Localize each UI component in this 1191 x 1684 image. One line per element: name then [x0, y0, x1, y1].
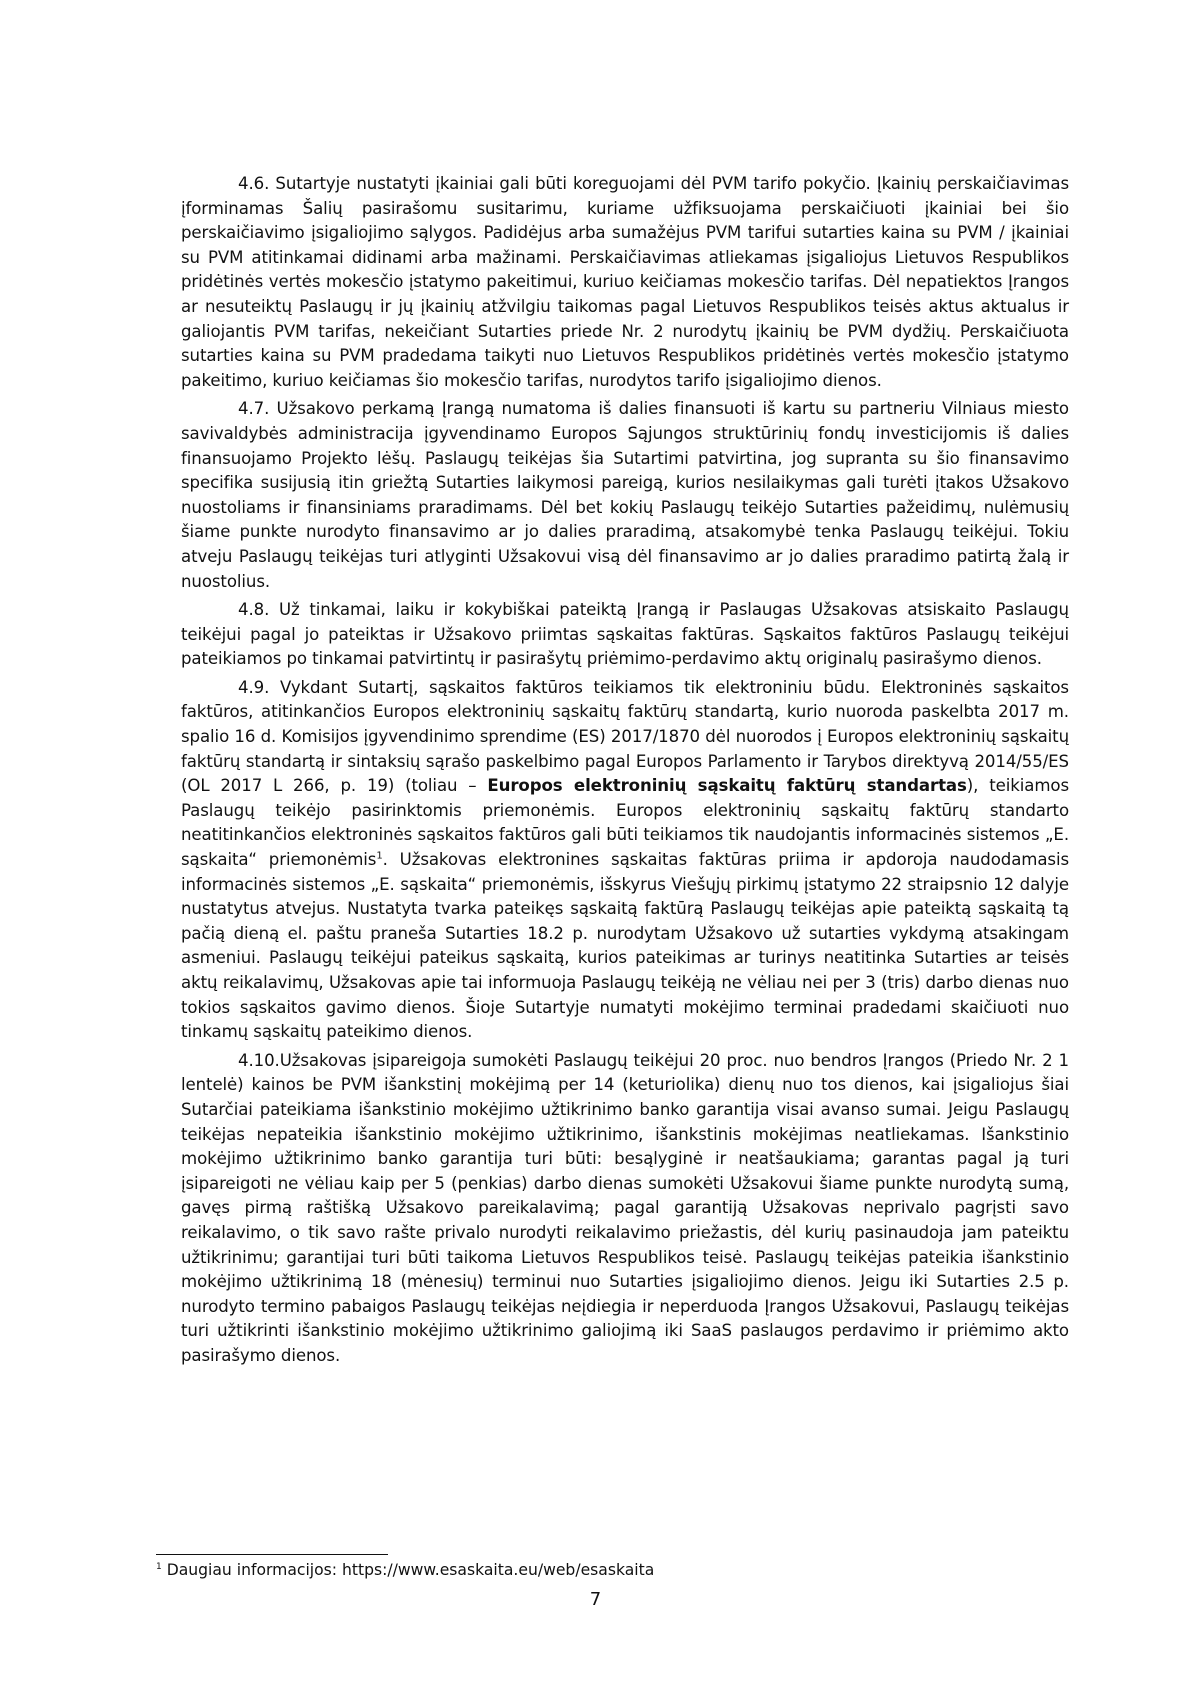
paragraph-number: 4.8.	[238, 600, 270, 620]
paragraph-4-6	[181, 172, 1069, 393]
footnote-reference[interactable]: 1	[376, 850, 383, 862]
paragraph-text: Sutartyje nustatyti įkainiai gali būti koreguojami dėl PVM tarifo pokyčio. Įkainių perskaičiavimas įforminamas Šalių pasirašomu susitarimu, kuriame užfiksuojama perskaičiuoti įkainiai bei šio perskaičiavimo įsigaliojimo sąlygos. Padidėjus arba sumažėjus PVM tarifui sutarties kaina su PVM / įkainiai su PVM atitinkamai didinami arba mažinami. Perskaičiavimas atliekamas įsigaliojus Lietuvos Respublikos pridėtinės vertės mokesčio įstatymo pakeitimui, kuriuo keičiamas mokesčio tarifas. Dėl nepatiektos Įrangos ar nesuteiktų Paslaugų ir jų įkainių atžvilgiu taikomas pagal Lietuvos Respublikos teisės aktus aktualus ir galiojantis PVM tarifas, nekeičiant Sutarties priede Nr. 2 nurodytų įkainių be PVM dydžių. Perskaičiuota sutarties kaina su PVM pradedama taikyti nuo Lietuvos Respublikos pridėtinės vertės mokesčio įstatymo pakeitimo, kuriuo keičiamas šio mokesčio tarifas, nurodytos tarifo įsigaliojimo dienos.	[181, 174, 1069, 390]
paragraph-number: 4.6.	[238, 174, 270, 193]
page-number: 7	[589, 1589, 602, 1610]
paragraph-text: . Užsakovas elektronines sąskaitas faktūras priima ir apdoroja naudodamasis informacinės sistemos „E. sąskaita“ priemonėmis, išskyrus Viešųjų pirkimų įstatymo 22 straipsnio 12 dalyje nustatytus atvejus. Nustatyta tvarka pateikęs sąskaitą faktūrą Paslaugų teikėjas apie pateiktą sąskaitą tą pačią dieną el. paštu praneša Sutarties 18.2 p. nurodytam Užsakovo už sutarties vykdymą atsakingam asmeniui. Paslaugų teikėjui pateikus sąskaitą, kurios pateikimas ar turinys neatitinka Sutarties ar teisės aktų reikalavimų, Užsakovas apie tai informuoja Paslaugų teikėją ne vėliau nei per 3 (tris) darbo dienas nuo tokios sąskaitos gavimo dienos. Šioje Sutartyje numatyti mokėjimo terminai pradedami skaičiuoti nuo tinkamų sąskaitų pateikimo dienos.	[181, 850, 1070, 1042]
paragraph-4-7	[181, 397, 1069, 594]
paragraph-text: Vykdant Sutartį, sąskaitos faktūros teikiamos tik elektroniniu būdu. Elektroninės sąskaitos faktūros, atitinkančios Europos elektroninių sąskaitų faktūrų standartą, kurio nuoroda paskelbta 2017 m. spalio 16 d. Komisijos įgyvendinimo sprendime (ES) 2017/1870 dėl nuorodos į Europos elektroninių sąskaitų faktūrų standartą ir sintaksių sąrašo paskelbimo pagal Europos Parlamento ir Tarybos direktyvą 2014/55/ES (OL 2017 L 266, p. 19) (toliau –	[181, 677, 1069, 796]
paragraph-4-10	[181, 1049, 1069, 1369]
paragraph-text: Užsakovo perkamą Įrangą numatoma iš dalies finansuoti iš kartu su partneriu Vilniaus miesto savivaldybės administracija įgyvendinamo Europos Sąjungos struktūrinių fondų investicijomis iš dalies finansuojamo Projekto lėšų. Paslaugų teikėjas šia Sutartimi patvirtina, jog supranta su šio finansavimo specifika susijusią itin griežtą Sutarties laikymosi pareigą, kurios nesilaikymas gali turėti įtakos Užsakovo nuostoliams ir finansiniams praradimams. Dėl bet kokių Paslaugų teikėjo Sutarties pažeidimų, nulėmusių šiame punkte nurodyto finansavimo ar jo dalies praradimą, atsakomybė tenka Paslaugų teikėjui. Tokiu atveju Paslaugų teikėjas turi atlyginti Užsakovui visą dėl finansavimo ar jo dalies praradimo patirtą žalą ir nuostolius.	[181, 399, 1069, 591]
paragraph-number: 4.9.	[238, 677, 270, 697]
footnote-divider	[156, 1554, 388, 1555]
footnote-text: Daugiau informacijos: https://www.esaskaita.eu/web/esaskaita	[161, 1561, 655, 1579]
contract-text	[181, 172, 1069, 1369]
paragraph-text: Už tinkamai, laiku ir kokybiškai pateiktą Įrangą ir Paslaugas Užsakovas atsiskaito Paslaugų teikėjui pagal jo pateiktas ir Užsakovo priimtas sąskaitas faktūras. Sąskaitos faktūros Paslaugų teikėjui pateikiamos po tinkamai patvirtintų ir pasirašytų priėmimo-perdavimo aktų originalų pasirašymo dienos.	[181, 600, 1069, 669]
paragraph-4-9	[181, 676, 1069, 1045]
paragraph-text: Užsakovas įsipareigoja sumokėti Paslaugų teikėjui 20 proc. nuo bendros Įrangos (Priedo Nr. 2 1 lentelė) kainos be PVM išankstinį mokėjimą per 14 (keturiolika) dienų nuo tos dienos, kai įsigaliojus šiai Sutarčiai pateikiama išankstinio mokėjimo užtikrinimo banko garantija visai avanso sumai. Jeigu Paslaugų teikėjas nepateikia išankstinio mokėjimo užtikrinimo, išankstinis mokėjimas neatliekamas. Išankstinio mokėjimo užtikrinimo banko garantija turi būti: besąlyginė ir neatšaukiama; garantas pagal ją turi įsipareigoti ne vėliau kaip per 5 (penkias) darbo dienas sumokėti Užsakovui šiame punkte nurodytą sumą, gavęs pirmą raštišką Užsakovo pareikalavimą; pagal garantiją Užsakovas neprivalo pagrįsti savo reikalavimo, o tik savo rašte privalo nurodyti reikalavimo priežastis, dėl kurių pasinaudoja jam pateiktu užtikrinimu; garantijai turi būti taikoma Lietuvos Respublikos teisė. Paslaugų teikėjas pateikia išankstinio mokėjimo užtikrinimą 18 (mėnesių) terminui nuo Sutarties įsigaliojimo dienos. Jeigu iki Sutarties 2.5 p. nurodyto termino pabaigos Paslaugų teikėjas neįdiegia ir neperduoda Įrangos Užsakovui, Paslaugų teikėjas turi užtikrinti išankstinio mokėjimo užtikrinimo galiojimą iki SaaS paslaugos perdavimo ir priėmimo akto pasirašymo dienos.	[181, 1050, 1069, 1365]
defined-term: Europos elektroninių sąskaitų faktūrų standartas	[487, 776, 967, 796]
paragraph-number: 4.7.	[238, 399, 270, 419]
paragraph-number: 4.10.	[238, 1050, 280, 1070]
paragraph-text: ), teikiamos Paslaugų teikėjo pasirinktomis priemonėmis. Europos elektroninių sąskaitų faktūrų standarto neatitinkančios elektroninės sąskaitos faktūros gali būti teikiamos tik naudojantis informacinės sistemos „E. sąskaita“ priemonėmis	[181, 776, 1069, 870]
paragraph-4-8	[181, 598, 1069, 672]
footnote	[156, 1559, 856, 1581]
footnote-marker: 1	[156, 1561, 162, 1572]
